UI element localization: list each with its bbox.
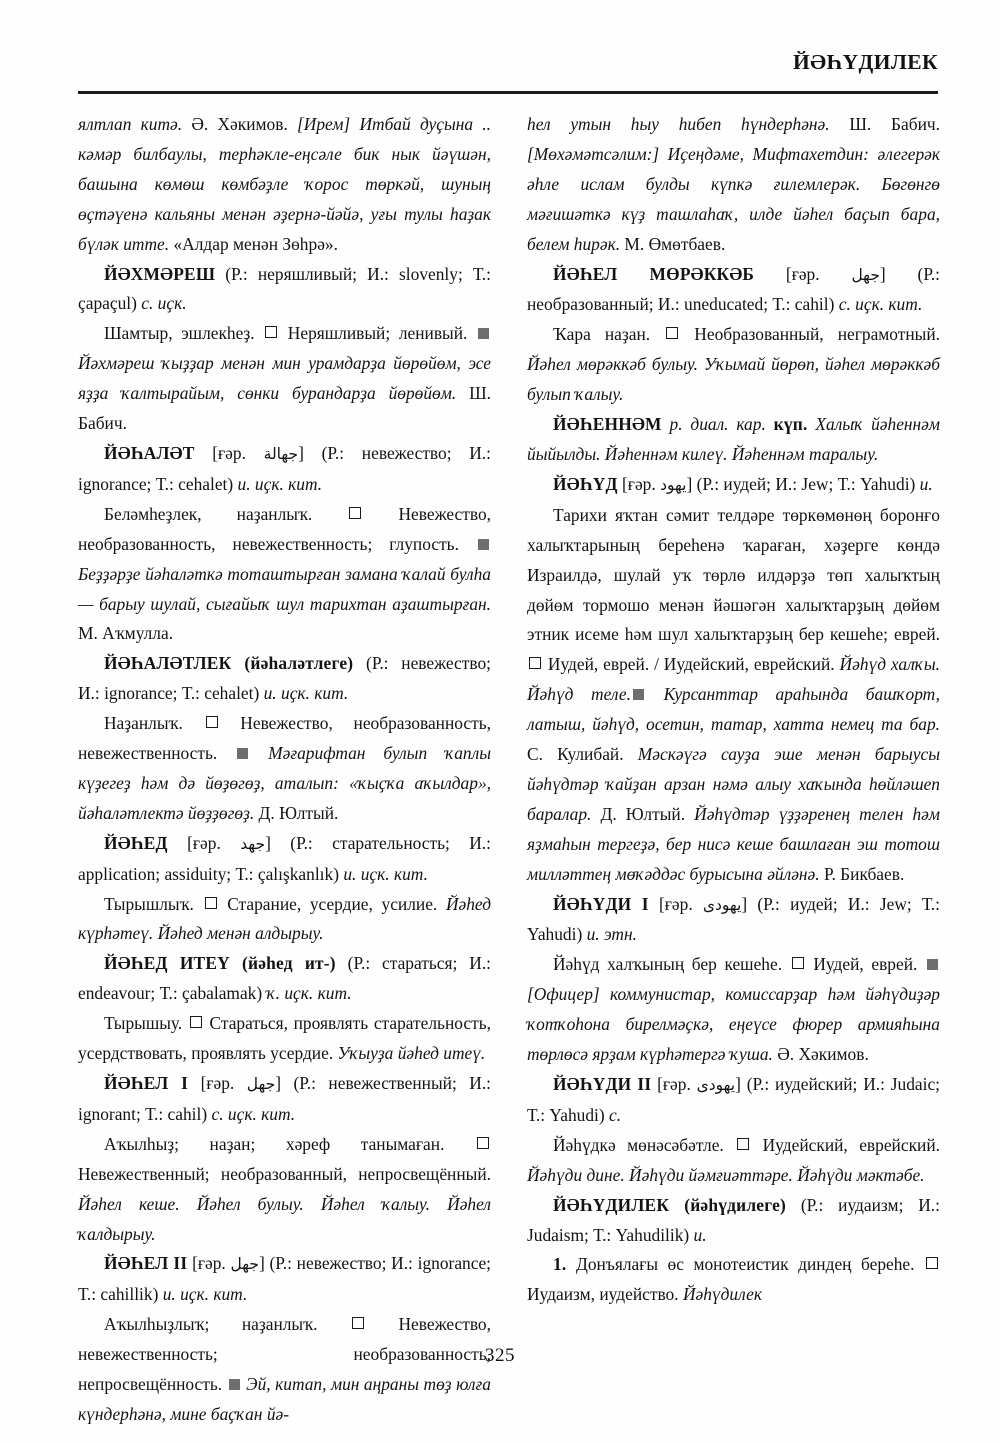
example-text: [Мөхәмәтсәлим:] Иҫеңдәме, Мифтахетдин: әлегерәк әһле ислам булды күпкә ғилемлерәк. Бөгөнгө мәғишәткә күҙ ташлаһаҡ, илде йәһел баҫып бара, белем һирәк. [527, 143, 940, 254]
arabic-etymology: جهد [240, 834, 266, 853]
definition-text: ] (Р.: невежество; И.: ignorance; Т.: cehalet) [78, 442, 491, 494]
example-text: һел утын һыу һибеп һүндерһәнә. [527, 114, 830, 134]
headword: ЙӘҺҮДИ I [553, 893, 649, 914]
definition-text: Р. Бикбаев. [819, 863, 905, 884]
definition-text: Йәһүд халҡының бер кешеһе. [553, 954, 790, 975]
sense-marker-open-square [926, 1257, 938, 1269]
headword: ЙӘҺҮД [553, 473, 618, 494]
definition-text: ] (Р.: иудейский; И.: Judaic; Т.: Yahudi) [527, 1074, 940, 1125]
example-text: ҡ. иҫк. кит. [266, 983, 352, 1004]
example-text: Мәскәүгә сауҙа эше менән барыусы йәһүдтәр ҡайҙан арзан нәмә алыу хаҡында һөйләшеп баралар. [527, 744, 940, 824]
definition-text: С. Кулибай. [527, 744, 638, 765]
definition-text: [ғәр. [194, 442, 264, 463]
definition-text: [ғәр. [648, 893, 703, 914]
arabic-etymology: جهل [851, 265, 880, 284]
example-text: и. иҫк. кит. [263, 683, 349, 704]
dictionary-entry [78, 260, 491, 320]
citation-marker-filled-square [229, 1379, 240, 1390]
definition-text: Ә. Хәкимов. [772, 1044, 869, 1065]
example-text: и. иҫк. кит. [162, 1284, 248, 1305]
example-text: Беҙҙәрҙе йәһаләткә тоташтырған замана ҡалай булһа — барыу шулай, сығайыҡ шул тарихтан аҙаштырған. [78, 563, 491, 614]
definition-text: Беләмһеҙлек, наҙанлыҡ. [104, 503, 348, 524]
definition-text: Старание, усердие, усилие. [218, 893, 446, 914]
headword: ЙӘҺЕЛ I [104, 1073, 189, 1093]
definition-text: ] (Р.: невежественный; И.: ignorant; Т.: cahil) [78, 1073, 492, 1124]
sense-paragraph [527, 501, 940, 890]
definition-text: Аҡылһыҙ; наҙан; хәреф танымаған. [104, 1133, 475, 1154]
example-text: Уҡыуҙа йәһед итеү. [337, 1043, 486, 1064]
dictionary-entry [78, 829, 491, 890]
page-number: 325 [485, 1345, 515, 1366]
continued-paragraph [527, 110, 940, 260]
citation-marker-filled-square [478, 328, 489, 339]
dictionary-entry [527, 470, 940, 501]
definition-text: [ғәр. [187, 1253, 231, 1274]
citation-marker-filled-square [927, 959, 938, 970]
definition-text: Д. Юлтый. [591, 803, 695, 824]
grammar-label-bold: күп. [773, 414, 808, 435]
example-text: ялтлап китә. [78, 114, 183, 134]
definition-text: Тырышлыҡ. [104, 893, 203, 914]
example-text: р. диал. кар. [661, 414, 774, 435]
definition-text: ] (Р.: иудей; И.: Jew; Т.: Yahudi) [527, 893, 940, 945]
headword: ЙӘҺЕД [104, 832, 168, 853]
citation-marker-filled-square [633, 689, 644, 700]
headword: ЙӘҺЕЛ МӨРӘККӘБ [553, 263, 755, 284]
example-text: с. иҫк. кит. [211, 1103, 296, 1124]
example-text: и. иҫк. кит. [343, 863, 428, 884]
arabic-etymology: جهالة [263, 444, 299, 463]
definition-text: [ғәр. [651, 1074, 697, 1094]
citation-marker-filled-square [237, 748, 248, 759]
definition-text: ] (Р.: старательность; И.: application; assiduity; Т.: çalışkanlık) [78, 832, 491, 884]
headword: ЙӘҺЕННӘМ [553, 414, 662, 435]
sense-marker-open-square [205, 897, 217, 909]
sense-marker-open-square [529, 657, 541, 669]
dictionary-entry [78, 439, 491, 500]
definition-text: [ғәр. [188, 1073, 247, 1093]
definition-text: [ғәр. [617, 473, 661, 494]
example-text: с. иҫк. [141, 293, 187, 314]
example-text: и. [919, 473, 933, 494]
definition-text: Аҡылһыҙлыҡ; наҙанлыҡ. [104, 1314, 350, 1335]
right-column [527, 110, 940, 1315]
definition-text: Неряшливый; ленивый. [279, 323, 476, 344]
sense-marker-open-square [265, 326, 277, 338]
example-text: [Офицер] коммунистар, комиссарҙар һәм йәһүдиҙәр ҡотҡоһона бирелмәҫкә, еңеүсе фюрер армияһына төрлөсә ярҙам күрһәтергә ҡуша. [527, 984, 940, 1065]
example-text: [Ирем] Итбай дуҫына .. кәмәр билбаулы, терһәкле-еңсәле бик нык йәүшән, башына көмөш көмбәҙле ҡорос төркәй, шуның өҫтәүенә кальяны менән әҙернә-йәйә, уғы тулы һаҙак бүләк итте. [78, 114, 491, 254]
definition-text: Иудей, еврей. [805, 954, 926, 975]
definition-text: Стараться, проявлять старательность, усердствовать, проявлять усердие. [78, 1013, 492, 1064]
dictionary-entry [78, 649, 491, 709]
definition-text: Иудейский, еврейский. [751, 1134, 940, 1155]
sense-marker-open-square [477, 1137, 489, 1149]
example-text: Эй, китап, мин аңраны төҙ юлға күндерһәнә, мине баҫҡан йә- [78, 1374, 491, 1424]
dictionary-entry [527, 1070, 940, 1131]
example-text: Йәһүд халҡы. Йәһүд теле. [527, 654, 940, 705]
arabic-etymology: يهود [660, 475, 687, 494]
example-text: и. иҫк. кит. [237, 473, 323, 494]
headword: ЙӘҺЕД ИТЕҮ (йәһед ит-) [104, 953, 336, 974]
sense-marker-open-square [737, 1138, 749, 1150]
headword: ЙӘҺАЛӘТ [104, 442, 195, 463]
example-text: Курсанттар араһында башҡорт, латыш, йәһүд, осетин, татар, хатта немец та бар. [527, 684, 940, 735]
sense-paragraph [527, 320, 940, 410]
sense-marker-open-square [349, 507, 361, 519]
example-text: и. [693, 1224, 707, 1245]
sense-marker-open-square [190, 1016, 202, 1028]
definition-text: (Р.: неряшливый; И.: slovenly; Т.: çapaçul) [78, 263, 491, 314]
definition-text: Иудей, еврей. / Иудейский, еврейский. [543, 654, 840, 675]
sense-marker-open-square [352, 1317, 364, 1329]
definition-text: ] (Р.: необразованный; И.: uneducated; Т.: cahil) [527, 263, 940, 315]
definition-text: Донъялағы өс монотеистик диндең береһе. [566, 1254, 924, 1275]
arabic-etymology: جهل [246, 1075, 276, 1093]
sense-paragraph [78, 319, 491, 439]
definition-text: Наҙанлыҡ. [104, 713, 204, 734]
example-text: Йәһел мөрәккәб булыу. Уҡымай йөрөп, йәһел мөрәккәб булып ҡалыу. [527, 354, 940, 405]
example-text: и. этн. [586, 924, 637, 945]
example-text: Йәһед күрһәтеү. Йәһед менән алдырыу. [78, 893, 491, 944]
headword: ЙӘХМӘРЕШ [104, 263, 216, 284]
sense-paragraph [78, 890, 491, 950]
definition-text: (Р.: невежество; И.: ignorance; Т.: cehalet) [78, 653, 491, 704]
sense-paragraph [78, 1310, 491, 1430]
sense-paragraph [527, 950, 940, 1070]
example-text: Йәһүдилек [682, 1284, 762, 1305]
arabic-etymology: يهودى [702, 895, 742, 914]
definition-text: Ҡара наҙан. [553, 324, 665, 345]
sense-paragraph [78, 500, 491, 650]
definition-text: Ш. Бабич. [78, 383, 491, 434]
definition-text: Иудаизм, иудейство. [527, 1284, 683, 1305]
definition-text: «Алдар менән Зөһрә». [169, 233, 338, 254]
headword: ЙӘҺҮДИ II [553, 1074, 652, 1094]
sense-marker-open-square [206, 716, 218, 728]
sense-marker-open-square [792, 957, 804, 969]
definition-text: Шамтыр, эшлекһеҙ. [104, 323, 264, 344]
example-text: Йәһел кеше. Йәһел булыу. Йәһел ҡалыу. Йәһел ҡалдырыу. [78, 1193, 491, 1244]
header-rule [78, 91, 938, 94]
example-text: Мәғарифтан булып ҡаплы күҙегеҙ һәм дә йөҙөгөҙ, аталып: «ҡыҫҡа аҡылдар», йәһаләтлектә йөҙҙөгөҙ. [78, 743, 491, 823]
sense-marker-open-square [666, 327, 678, 339]
running-head [78, 52, 938, 94]
example-text: с. иҫк. кит. [838, 294, 923, 315]
sense-paragraph [78, 1009, 491, 1069]
dictionary-entry [527, 260, 940, 321]
continued-paragraph [78, 110, 491, 260]
headword: 1. [553, 1254, 567, 1275]
example-text: Йәһүди дине. Йәһүди йәмғиәттәре. Йәһүди мәктәбе. [527, 1164, 925, 1185]
dictionary-entry [527, 890, 940, 951]
definition-text: Ә. Хәкимов. [182, 114, 298, 134]
definition-text: Невежество, невежественность; необразованность, непросвещённость. [78, 1314, 491, 1395]
definition-text: Невежественный; необразованный, непросвещённый. [78, 1163, 491, 1184]
definition-text: (Р.: стараться; И.: endeavour; Т.: çabalamak) [78, 953, 492, 1004]
example-text: Халыҡ йәһеннәм йыйылды. Йәһеннәм килеү. Йәһеннәм таралыу. [527, 414, 940, 464]
definition-text: Необразованный, неграмотный. [680, 324, 940, 345]
sense-paragraph [527, 1131, 940, 1191]
sense-paragraph [527, 1250, 940, 1310]
running-head-title: ЙӘҺҮДИЛЕК [793, 50, 938, 74]
arabic-etymology: جهل [230, 1255, 259, 1274]
definition-text: Невежество, необразованность, невежественность. [78, 713, 491, 764]
dictionary-entry [78, 949, 491, 1009]
example-text: Йәхмәреш ҡыҙҙар менән мин урамдарҙа йөрөйөм, эсе яҙҙа ҡалтырайым, сөнки бурандарҙа йөрөйөм. [78, 353, 491, 404]
definition-text: Тарихи яҡтан сәмит телдәре төркөмөнөң боронғо халыҡтарының береһенә ҡараған, хәҙерге көндә Израилдә, шулай уҡ төрлө илдәрҙә төп халыҡтың дөйөм тормошо менән йәшәгән халыҡтарҙың дөйөм этник исеме һәм шул халыҡтарҙың бер кешеһе; еврей. [527, 504, 940, 645]
headword: ЙӘҺАЛӘТЛЕК (йәһаләтлеге) [104, 653, 354, 674]
dictionary-entry [78, 1249, 491, 1310]
definition-text: ] (Р.: иудей; И.: Jew; Т.: Yahudi) [686, 473, 920, 494]
sense-paragraph [78, 1130, 491, 1250]
arabic-etymology: يهودى [696, 1076, 736, 1094]
definition-text: Ш. Бабич. [829, 114, 940, 134]
definition-text: [ғәр. [754, 263, 852, 284]
definition-text: [ғәр. [167, 832, 241, 853]
example-text: Йәһүдтәр үҙҙәренең телен һәм яҙмаһын тергеҙә, бер нисә кеше башлаған эш тотош милләттең мөҡәддәс бурысына әйләнә. [527, 803, 940, 884]
dictionary-entry [527, 410, 940, 470]
example-text: с. [609, 1104, 622, 1125]
definition-text: Тырышыу. [104, 1013, 188, 1034]
headword: ЙӘҺЕЛ II [104, 1253, 188, 1274]
dictionary-entry [78, 1069, 491, 1130]
definition-text: ] (Р.: невежество; И.: ignorance; Т.: cahillik) [78, 1253, 492, 1305]
sense-paragraph [78, 709, 491, 829]
left-column [78, 110, 492, 1424]
dictionary-entry [527, 1191, 940, 1251]
definition-text: М. Өмөтбаев. [620, 233, 726, 254]
definition-text: М. Аҡмулла. [78, 623, 174, 644]
definition-text: (Р.: иудаизм; И.: Judaism; Т.: Yahudilik) [527, 1194, 940, 1245]
citation-marker-filled-square [478, 539, 489, 550]
headword: ЙӘҺҮДИЛЕК (йәһүдилеге) [553, 1194, 786, 1215]
definition-text: Йәһүдкә мөнәсәбәтле. [553, 1134, 736, 1155]
definition-text: Д. Юлтый. [254, 802, 339, 823]
definition-text: Невежество, необразованность, невежественность; глупость. [78, 503, 491, 554]
